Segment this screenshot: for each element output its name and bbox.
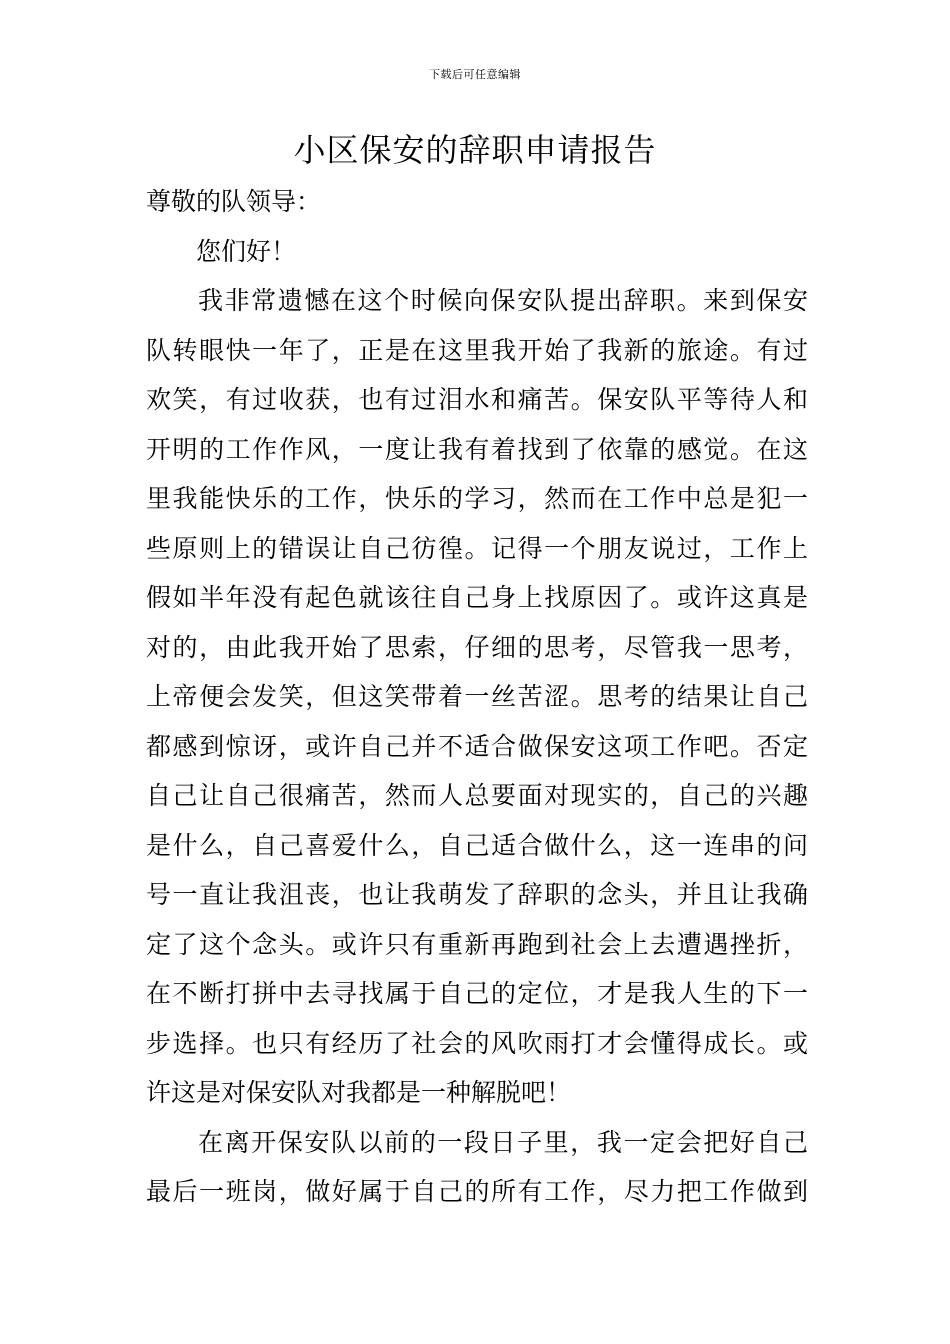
paragraph-line: 号一直让我沮丧，也让我萌发了辞职的念头，并且让我确 [146, 880, 808, 909]
paragraph-line: 都感到惊讶，或许自己并不适合做保安这项工作吧。否定 [146, 731, 808, 761]
paragraph-line: 步选择。也只有经历了社会的风吹雨打才会懂得成长。或 [146, 1028, 808, 1058]
paragraph-line: 是什么，自己喜爱什么，自己适合做什么，这一连串的问 [146, 830, 808, 860]
paragraph-line: 在离开保安队以前的一段日子里，我一定会把好自己 [198, 1127, 808, 1157]
paragraph-line: 些原则上的错误让自己彷徨。记得一个朋友说过，工作上 [146, 533, 808, 563]
paragraph-line: 假如半年没有起色就该往自己身上找原因了。或许这真是 [146, 583, 808, 612]
paragraph-line: 自己让自己很痛苦，然而人总要面对现实的，自己的兴趣 [146, 781, 808, 810]
paragraph-line: 欢笑，有过收获，也有过泪水和痛苦。保安队平等待人和 [146, 385, 808, 414]
paragraph-line: 队转眼快一年了，正是在这里我开始了我新的旅途。有过 [146, 335, 808, 365]
paragraph-line: 许这是对保安队对我都是一种解脱吧！ [146, 1078, 572, 1107]
paragraph-1 [146, 276, 808, 1118]
paragraph-line: 在不断打拼中去寻找属于自己的定位，才是我人生的下一 [146, 979, 808, 1008]
document-body [146, 177, 808, 1217]
greeting: 您们好！ [196, 236, 297, 266]
paragraph-line: 最后一班岗，做好属于自己的所有工作，尽力把工作做到 [146, 1177, 808, 1206]
document-title: 小区保安的辞职申请报告 [293, 131, 657, 169]
paragraph-line: 里我能快乐的工作，快乐的学习，然而在工作中总是犯一 [146, 484, 808, 513]
paragraph-line: 开明的工作作风，一度让我有着找到了依靠的感觉。在这 [146, 434, 808, 464]
paragraph-line: 对的，由此我开始了思索，仔细的思考，尽管我一思考， [146, 632, 808, 662]
paragraph-2 [146, 1118, 808, 1217]
paragraph-line: 我非常遗憾在这个时候向保安队提出辞职。来到保安 [198, 286, 808, 315]
header-note: 下载后可任意编辑 [429, 68, 521, 81]
paragraph-line: 上帝便会发笑，但这笑带着一丝苦涩。思考的结果让自己 [146, 682, 808, 711]
salutation: 尊敬的队领导： [146, 187, 322, 216]
paragraph-line: 定了这个念头。或许只有重新再跑到社会上去遭遇挫折， [146, 929, 808, 959]
